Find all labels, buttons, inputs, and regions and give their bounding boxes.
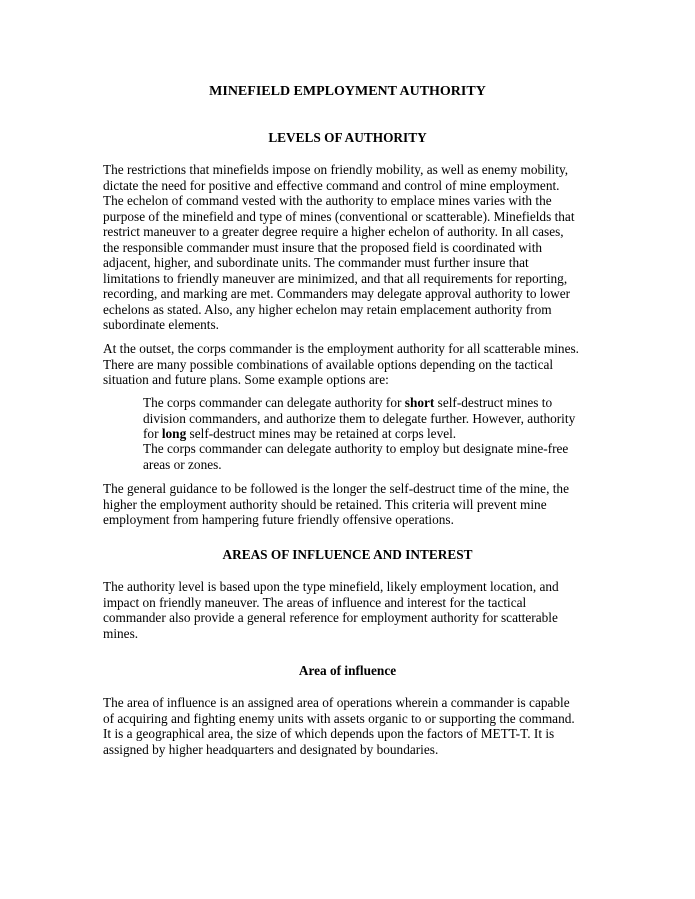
emphasis-long: long	[161, 426, 187, 441]
paragraph-restrictions	[103, 162, 603, 333]
text-run: for	[143, 426, 162, 441]
document-title: MINEFIELD EMPLOYMENT AUTHORITY	[209, 84, 486, 99]
text-line: The restrictions that minefields impose on friendly mobility, as well as enemy mobility,	[103, 162, 569, 177]
text-line: recording, and marking are met. Commanders may delegate approval authority to lower	[103, 286, 571, 301]
text-line: mines.	[103, 625, 139, 641]
text-line: The general guidance to be followed is the longer the self-destruct time of the mine, the	[103, 481, 569, 496]
text-line: dictate the need for positive and effective command and control of mine employment.	[103, 177, 560, 193]
text-line: employment from hampering future friendly offensive operations.	[103, 512, 454, 527]
text-line: commander also provide a general reference for employment authority for scatterable	[103, 610, 558, 625]
text-line: The corps commander can delegate authority to employ but designate mine-free	[143, 441, 569, 456]
paragraph-area-of-influence	[103, 695, 603, 757]
subsection-heading-area-of-influence: Area of influence	[298, 663, 397, 678]
emphasis-short: short	[404, 395, 435, 410]
section-heading-levels-of-authority: LEVELS OF AUTHORITY	[268, 130, 427, 145]
paragraph-corps-commander	[103, 341, 603, 388]
text-line: subordinate elements.	[103, 317, 219, 332]
option-short-self-destruct	[143, 395, 603, 442]
text-line: adjacent, higher, and subordinate units. The commander must further insure that	[103, 255, 529, 270]
text-line: of acquiring and fighting enemy units with assets organic to or supporting the command.	[103, 710, 575, 726]
text-line: The area of influence is an assigned area of operations wherein a commander is capable	[103, 695, 570, 710]
text-line: areas or zones.	[143, 456, 222, 472]
section-heading-areas-of-influence: AREAS OF INFLUENCE AND INTEREST	[222, 547, 473, 562]
text-line	[143, 395, 603, 411]
paragraph-authority-level	[103, 579, 603, 641]
paragraph-general-guidance	[103, 481, 603, 528]
text-line: restrict maneuver to a greater degree require a higher echelon of authority. In all cases,	[103, 224, 564, 239]
text-line: The authority level is based upon the type minefield, likely employment location, and	[103, 579, 559, 594]
text-line: the responsible commander must insure that the proposed field is coordinated with	[103, 239, 543, 255]
text-line: purpose of the minefield and type of mines (conventional or scatterable). Minefields that	[103, 208, 575, 224]
text-line: At the outset, the corps commander is the employment authority for all scatterable mines.	[103, 341, 579, 356]
text-line: echelons as stated. Also, any higher echelon may retain emplacement authority from	[103, 301, 552, 317]
text-run: self-destruct mines to	[434, 395, 553, 410]
text-line: impact on friendly maneuver. The areas of influence and interest for the tactical	[103, 594, 527, 610]
text-line	[143, 426, 603, 442]
text-line: division commanders, and authorize them to delegate further. However, authority	[143, 410, 576, 426]
option-mine-free-areas	[143, 441, 603, 472]
text-line: It is a geographical area, the size of which depends upon the factors of METT-T. It is	[103, 726, 555, 741]
text-line: limitations to friendly maneuver are minimized, and that all requirements for reporting,	[103, 270, 568, 286]
text-line: higher the employment authority should be retained. This criteria will prevent mine	[103, 496, 547, 512]
text-line: The echelon of command vested with the authority to emplace mines varies with the	[103, 193, 552, 208]
text-line: assigned by higher headquarters and designated by boundaries.	[103, 741, 439, 757]
text-line: There are many possible combinations of available options depending on the tactical	[103, 356, 554, 372]
text-run: self-destruct mines may be retained at corps level.	[186, 426, 457, 441]
text-run: The corps commander can delegate authority for	[143, 395, 405, 410]
text-line: situation and future plans. Some example options are:	[103, 372, 389, 387]
